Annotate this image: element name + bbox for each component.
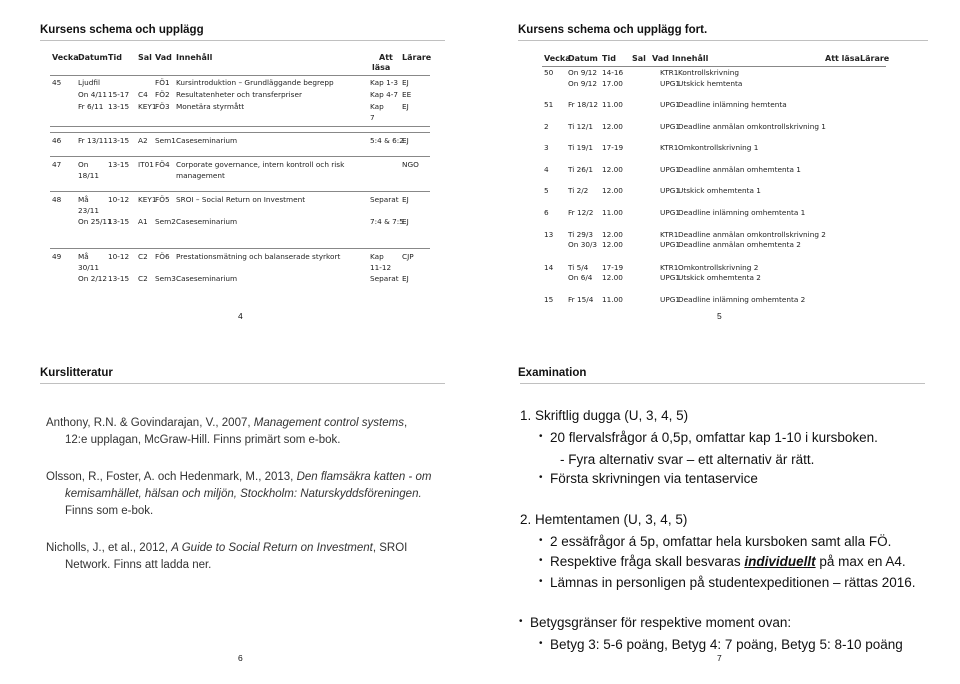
- content-cell: Deadline inlämning omhemtenta 2: [678, 295, 806, 304]
- content-cell: Caseseminarium: [176, 217, 238, 226]
- slide-6: [0, 342, 480, 684]
- week-cell: 13: [544, 230, 554, 239]
- content-cell: Deadline inlämning omhemtenta 1: [678, 208, 806, 217]
- week-cell: 14: [544, 263, 554, 272]
- reading-cell: 7: [370, 113, 375, 122]
- date-cell: 18/11: [78, 171, 100, 180]
- title-rule: [40, 383, 445, 384]
- schedule-table: [0, 0, 480, 300]
- date-cell: Ti 26/1: [568, 165, 593, 174]
- activity-cell: FÖ2: [155, 90, 170, 99]
- activity-cell: FÖ3: [155, 102, 170, 111]
- column-header: läsa: [372, 63, 391, 72]
- content-cell: Deadline anmälan omhemtenta 1: [678, 165, 801, 174]
- content-cell: Deadline anmälan omkontrollskrivning 1: [678, 122, 826, 131]
- title-rule: [520, 383, 925, 384]
- reading-cell: Separat: [370, 195, 399, 204]
- week-cell: 51: [544, 100, 554, 109]
- date-cell: Fr 15/4: [568, 295, 594, 304]
- content-cell: Deadline inlämning hemtenta: [678, 100, 787, 109]
- reference-2: Olsson, R., Foster, A. och Hedenmark, M., 2013, Den flamsäkra katten - om kemisamhället, hälsan och miljön, Stockholm: Naturskyddsföreningen. Finns som e-bok.: [46, 471, 432, 517]
- slide-title: Examination: [518, 367, 587, 379]
- content-cell: Prestationsmätning och balanserade styrkort: [176, 252, 341, 261]
- reading-cell: Kap: [370, 252, 384, 261]
- time-cell: 12.00: [602, 165, 623, 174]
- exam-bullet-5: • Lämnas in personligen på studentexpeditionen – rättas 2016.: [550, 575, 916, 590]
- week-cell: 45: [52, 78, 62, 87]
- column-header: Tid: [108, 53, 122, 62]
- reading-cell: 5:4 & 6:2: [370, 136, 404, 145]
- date-cell: On 9/12: [568, 68, 598, 77]
- activity-cell: Sem3: [155, 274, 176, 283]
- table-rule: [50, 248, 430, 249]
- page-number: 6: [238, 653, 243, 663]
- activity-cell: UPG1: [660, 240, 681, 249]
- content-cell: Corporate governance, intern kontroll och risk: [176, 160, 345, 169]
- date-cell: Ti 29/3: [568, 230, 593, 239]
- column-header: Vecka: [544, 54, 571, 63]
- exam-bullet-3: • 2 essäfrågor á 5p, omfattar hela kursboken samt alla FÖ.: [550, 534, 891, 549]
- reading-cell: Kap 4-7: [370, 90, 398, 99]
- week-cell: 4: [544, 165, 549, 174]
- time-cell: 12.00: [602, 186, 623, 195]
- exam-heading-2: 2. Hemtentamen (U, 3, 4, 5): [520, 512, 688, 527]
- date-cell: Ti 5/4: [568, 263, 589, 272]
- teacher-cell: EJ: [402, 136, 409, 145]
- time-cell: 15-17: [108, 90, 130, 99]
- date-cell: Må: [78, 252, 89, 261]
- date-cell: On 30/3: [568, 240, 598, 249]
- time-cell: 11.00: [602, 295, 623, 304]
- content-cell: management: [176, 171, 225, 180]
- column-header: Innehåll: [672, 54, 709, 63]
- teacher-cell: EJ: [402, 102, 409, 111]
- date-cell: Ti 19/1: [568, 143, 593, 152]
- week-cell: 2: [544, 122, 549, 131]
- content-cell: Caseseminarium: [176, 274, 238, 283]
- date-cell: On 4/11: [78, 90, 108, 99]
- column-header: Sal: [632, 54, 646, 63]
- exam-bullet-1: • 20 flervalsfrågor á 0,5p, omfattar kap 1-10 i kursboken.: [550, 430, 878, 445]
- date-cell: On 9/12: [568, 79, 598, 88]
- teacher-cell: EJ: [402, 274, 409, 283]
- exam-heading-1: 1. Skriftlig dugga (U, 3, 4, 5): [520, 408, 689, 423]
- page-number: 4: [238, 311, 243, 321]
- time-cell: 10-12: [108, 252, 130, 261]
- teacher-cell: CJP: [402, 252, 414, 261]
- column-header: Att: [379, 53, 393, 62]
- slide-5: [480, 0, 960, 342]
- time-cell: 13-15: [108, 217, 130, 226]
- column-header: Vecka: [52, 53, 79, 62]
- time-cell: 11.00: [602, 100, 623, 109]
- activity-cell: KTR1: [660, 230, 679, 239]
- page-number: 7: [717, 653, 722, 663]
- activity-cell: UPG1: [660, 208, 681, 217]
- content-cell: SROI – Social Return on Investment: [176, 195, 306, 204]
- table-rule: [50, 191, 430, 192]
- activity-cell: KTR1: [660, 143, 679, 152]
- content-cell: Kontrollskrivning: [678, 68, 740, 77]
- date-cell: Fr 6/11: [78, 102, 104, 111]
- week-cell: 48: [52, 195, 62, 204]
- table-rule: [50, 132, 430, 133]
- teacher-cell: EJ: [402, 78, 409, 87]
- activity-cell: FÖ4: [155, 160, 170, 169]
- slide-7: [480, 342, 960, 684]
- reading-cell: 11-12: [370, 263, 392, 272]
- content-cell: Utskick omhemtenta 2: [678, 273, 761, 282]
- date-cell: On 6/4: [568, 273, 593, 282]
- time-cell: 17.00: [602, 79, 623, 88]
- reading-cell: Separat: [370, 274, 399, 283]
- activity-cell: Sem1: [155, 136, 176, 145]
- reference-3: Nicholls, J., et al., 2012, A Guide to Social Return on Investment, SROI Network. Finns att ladda ner.: [46, 542, 408, 571]
- week-cell: 6: [544, 208, 549, 217]
- room-cell: IT01: [138, 160, 154, 169]
- content-cell: Caseseminarium: [176, 136, 238, 145]
- week-cell: 3: [544, 143, 549, 152]
- time-cell: 12.00: [602, 273, 623, 282]
- content-cell: Utskick omhemtenta 1: [678, 186, 761, 195]
- exam-bullet-4: • Respektive fråga skall besvaras individuellt på max en A4.: [550, 554, 906, 569]
- room-cell: C2: [138, 252, 148, 261]
- content-cell: Omkontrollskrivning 2: [678, 263, 759, 272]
- table-rule: [50, 126, 430, 127]
- teacher-cell: EE: [402, 90, 412, 99]
- activity-cell: FÖ5: [155, 195, 170, 204]
- content-cell: Omkontrollskrivning 1: [678, 143, 759, 152]
- column-header: Datum: [78, 53, 108, 62]
- date-cell: 23/11: [78, 206, 100, 215]
- reading-cell: 7:4 & 7:5: [370, 217, 404, 226]
- activity-cell: FÖ1: [155, 78, 170, 87]
- table-rule: [542, 66, 886, 67]
- table-rule: [50, 75, 430, 76]
- room-cell: C2: [138, 274, 148, 283]
- literature-list: [46, 415, 466, 587]
- date-cell: On 25/11: [78, 217, 112, 226]
- date-cell: On: [78, 160, 89, 169]
- slide-title: Kursens schema och upplägg fort.: [518, 24, 708, 36]
- activity-cell: UPG1: [660, 100, 681, 109]
- week-cell: 15: [544, 295, 554, 304]
- date-cell: 30/11: [78, 263, 100, 272]
- schedule-table: [480, 0, 960, 310]
- date-cell: On 2/12: [78, 274, 108, 283]
- time-cell: 12.00: [602, 240, 623, 249]
- time-cell: 13-15: [108, 160, 130, 169]
- reading-cell: Kap: [370, 102, 384, 111]
- reading-cell: Kap 1-3: [370, 78, 398, 87]
- date-cell: Ti 2/2: [568, 186, 589, 195]
- activity-cell: UPG1: [660, 295, 681, 304]
- date-cell: Må: [78, 195, 89, 204]
- time-cell: 10-12: [108, 195, 130, 204]
- room-cell: A2: [138, 136, 148, 145]
- slide-title: Kursens schema och upplägg: [40, 24, 204, 36]
- content-cell: Monetära styrmått: [176, 102, 245, 111]
- time-cell: 13-15: [108, 274, 130, 283]
- column-header: Sal: [138, 53, 152, 62]
- table-rule: [50, 156, 430, 157]
- slide-title: Kurslitteratur: [40, 367, 113, 379]
- column-header: Vad: [155, 53, 172, 62]
- week-cell: 49: [52, 252, 62, 261]
- content-cell: Utskick hemtenta: [678, 79, 743, 88]
- column-header: Tid: [602, 54, 616, 63]
- time-cell: 12.00: [602, 122, 623, 131]
- column-header: Lärare: [860, 54, 890, 63]
- column-header: Vad: [652, 54, 669, 63]
- activity-cell: UPG1: [660, 165, 681, 174]
- room-cell: KEY1: [138, 102, 157, 111]
- reference-1: Anthony, R.N. & Govindarajan, V., 2007, Management control systems, 12:e upplagan, McGraw-Hill. Finns primärt som e-bok.: [46, 417, 408, 446]
- exam-sub-1: - Fyra alternativ svar – ett alternativ är rätt.: [560, 452, 815, 467]
- week-cell: 5: [544, 186, 549, 195]
- time-cell: 13-15: [108, 136, 130, 145]
- time-cell: 12.00: [602, 230, 623, 239]
- exam-bullet-2: • Första skrivningen via tentaservice: [550, 471, 758, 486]
- week-cell: 47: [52, 160, 62, 169]
- column-header: Att läsa: [825, 54, 860, 63]
- grading-heading: • Betygsgränser för respektive moment ovan:: [530, 615, 791, 630]
- room-cell: C4: [138, 90, 148, 99]
- content-cell: Deadline anmälan omhemtenta 2: [678, 240, 801, 249]
- time-cell: 17-19: [602, 263, 624, 272]
- time-cell: 17-19: [602, 143, 624, 152]
- date-cell: Ti 12/1: [568, 122, 593, 131]
- content-cell: Resultatenheter och transferpriser: [176, 90, 302, 99]
- column-header: Innehåll: [176, 53, 213, 62]
- activity-cell: UPG1: [660, 79, 681, 88]
- content-cell: Deadline anmälan omkontrollskrivning 2: [678, 230, 826, 239]
- date-cell: Fr 12/2: [568, 208, 594, 217]
- activity-cell: Sem2: [155, 217, 176, 226]
- time-cell: 14-16: [602, 68, 624, 77]
- date-cell: Ljudfil: [78, 78, 100, 87]
- activity-cell: KTR1: [660, 263, 679, 272]
- teacher-cell: EJ: [402, 195, 409, 204]
- time-cell: 11.00: [602, 208, 623, 217]
- slide-4: [0, 0, 480, 342]
- activity-cell: UPG1: [660, 273, 681, 282]
- room-cell: A1: [138, 217, 148, 226]
- date-cell: Fr 13/11: [78, 136, 109, 145]
- date-cell: Fr 18/12: [568, 100, 599, 109]
- content-cell: Kursintroduktion – Grundläggande begrepp: [176, 78, 334, 87]
- page-number: 5: [717, 311, 722, 321]
- grading-bullet: • Betyg 3: 5-6 poäng, Betyg 4: 7 poäng, Betyg 5: 8-10 poäng: [550, 637, 903, 652]
- time-cell: 13-15: [108, 102, 130, 111]
- teacher-cell: EJ: [402, 217, 409, 226]
- room-cell: KEY1: [138, 195, 157, 204]
- activity-cell: UPG1: [660, 122, 681, 131]
- column-header: Lärare: [402, 53, 432, 62]
- activity-cell: FÖ6: [155, 252, 170, 261]
- week-cell: 50: [544, 68, 554, 77]
- week-cell: 46: [52, 136, 62, 145]
- column-header: Datum: [568, 54, 598, 63]
- activity-cell: KTR1: [660, 68, 679, 77]
- activity-cell: UPG1: [660, 186, 681, 195]
- teacher-cell: NGO: [402, 160, 419, 169]
